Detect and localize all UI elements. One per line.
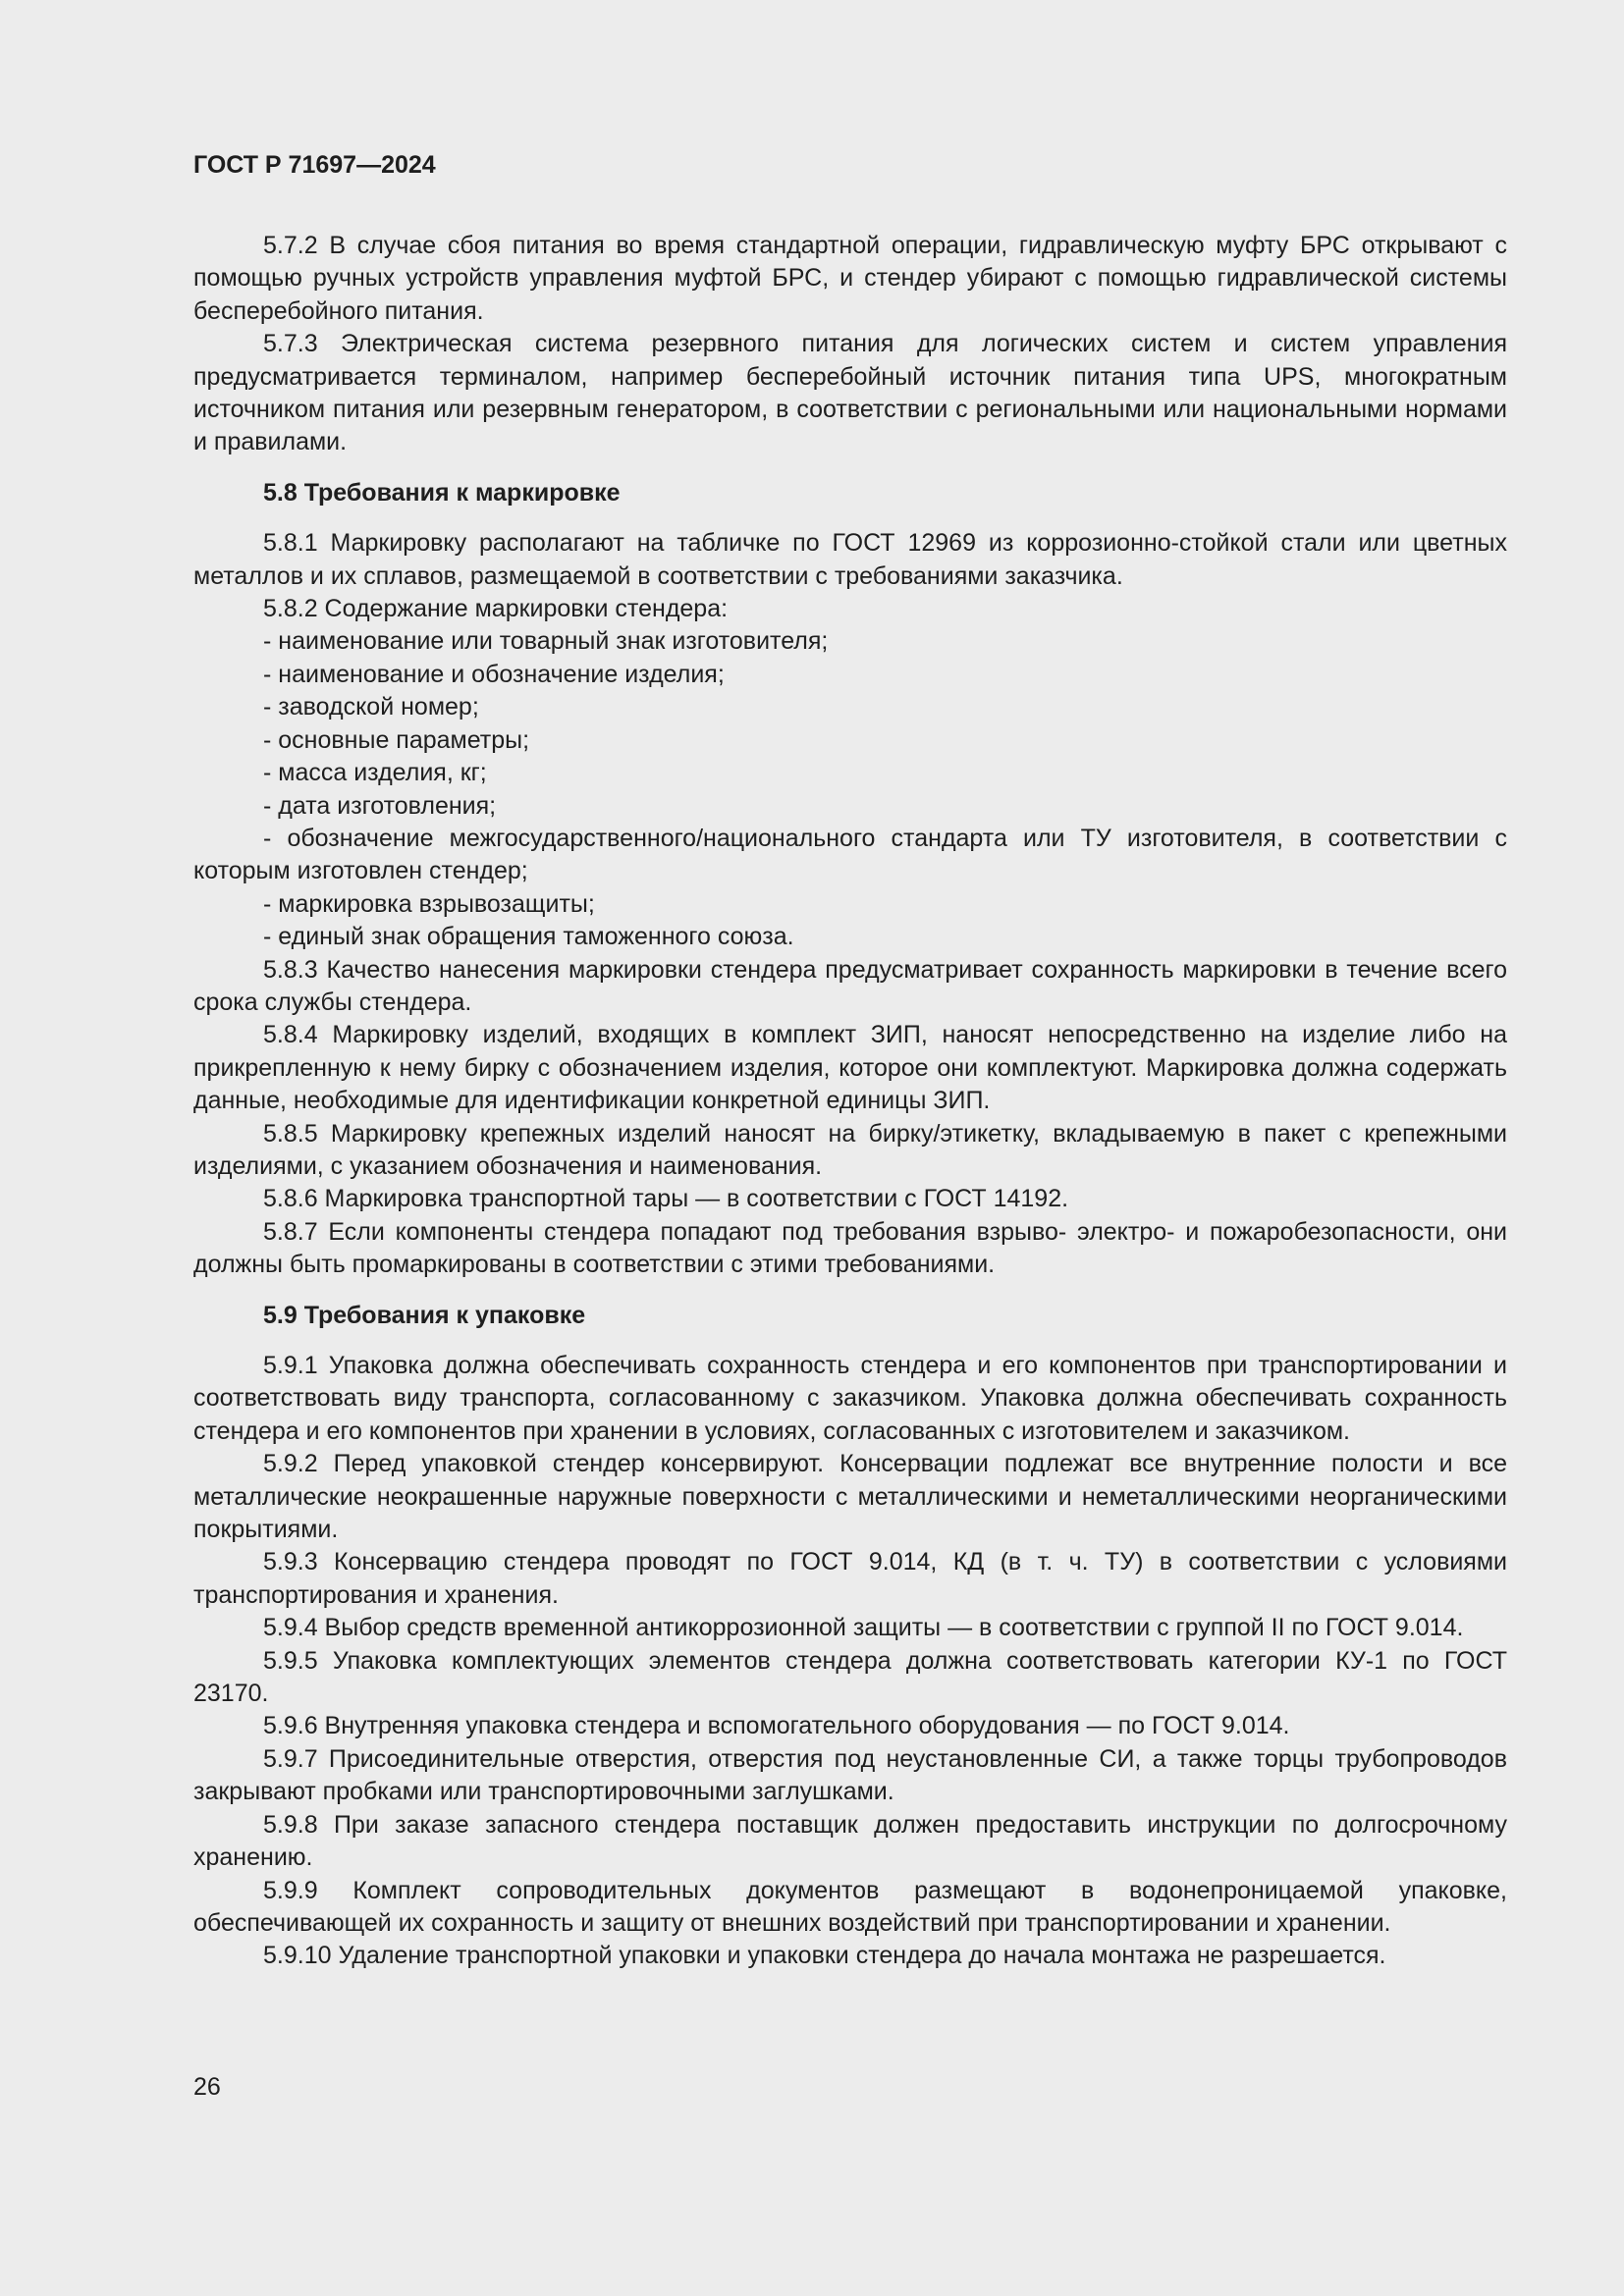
paragraph-5-8-5: 5.8.5 Маркировку крепежных изделий наносят на бирку/этикетку, вкладываемую в пакет с крепежными изделиями, с указанием обозначения и наименования. bbox=[193, 1119, 1507, 1180]
paragraph-5-8-7: 5.8.7 Если компоненты стендера попадают под требования взрыво- электро- и пожаробезопасности, они должны быть промаркированы в соответствии с этими требованиями. bbox=[193, 1217, 1507, 1279]
list-item: - основные параметры; bbox=[263, 725, 530, 754]
paragraph-5-9-2: 5.9.2 Перед упаковкой стендер консервируют. Консервации подлежат все внутренние полости и все металлические неокрашенные наружные поверхности с металлическими и неметаллическими неорганическими покрытиями. bbox=[193, 1450, 1507, 1544]
paragraph-5-7-3: 5.7.3 Электрическая система резервного питания для логических систем и систем управления предусматривается терминалом, например бесперебойный источник питания типа UPS, многократным источником питания или резервным генератором, в соответствии с региональными или национальными нормами и правилами. bbox=[193, 330, 1507, 456]
document-header-code: ГОСТ Р 71697—2024 bbox=[193, 151, 436, 179]
paragraph-5-7-2: 5.7.2 В случае сбоя питания во время стандартной операции, гидравлическую муфту БРС открывают с помощью ручных устройств управления муфтой БРС, и стендер убирают с помощью гидравлической системы бесперебойного питания. bbox=[193, 232, 1507, 325]
paragraph-5-8-2: 5.8.2 Содержание маркировки стендера: bbox=[263, 595, 729, 623]
list-item: - масса изделия, кг; bbox=[263, 759, 487, 787]
paragraph-5-9-7: 5.9.7 Присоединительные отверстия, отверстия под неустановленные СИ, а также торцы трубопроводов закрывают пробками или транспортировочными заглушками. bbox=[193, 1744, 1507, 1806]
section-heading-5-8: 5.8 Требования к маркировке bbox=[263, 478, 621, 507]
paragraph-5-9-6: 5.9.6 Внутренняя упаковка стендера и вспомогательного оборудования — по ГОСТ 9.014. bbox=[263, 1712, 1290, 1740]
paragraph-5-8-1: 5.8.1 Маркировку располагают на табличке по ГОСТ 12969 из коррозионно-стойкой стали или цветных металлов и их сплавов, размещаемой в соответствии с требованиями заказчика. bbox=[193, 529, 1507, 590]
list-item: - наименование или товарный знак изготовителя; bbox=[263, 627, 829, 656]
paragraph-5-8-4: 5.8.4 Маркировку изделий, входящих в комплект ЗИП, наносят непосредственно на изделие либо на прикрепленную к нему бирку с обозначением изделия, которое они комплектуют. Маркировка должна содержать данные, необходимые для идентификации конкретной единицы ЗИП. bbox=[193, 1021, 1507, 1115]
paragraph-5-9-1: 5.9.1 Упаковка должна обеспечивать сохранность стендера и его компонентов при транспортировании и соответствовать виду транспорта, согласованному с заказчиком. Упаковка должна обеспечивать сохранность стендера и его компонентов при хранении в условиях, согласованных с изготовителем и заказчиком. bbox=[193, 1352, 1507, 1445]
paragraph-5-9-3: 5.9.3 Консервацию стендера проводят по ГОСТ 9.014, КД (в т. ч. ТУ) в соответствии с условиями транспортирования и хранения. bbox=[193, 1548, 1507, 1609]
list-item: - дата изготовления; bbox=[263, 791, 497, 820]
list-item: - наименование и обозначение изделия; bbox=[263, 660, 725, 688]
paragraph-5-9-9: 5.9.9 Комплект сопроводительных документов размещают в водонепроницаемой упаковке, обеспечивающей их сохранность и защиту от внешних воздействий при транспортировании и хранении. bbox=[193, 1876, 1507, 1937]
list-item: - единый знак обращения таможенного союза. bbox=[263, 923, 794, 951]
list-item: - заводской номер; bbox=[263, 693, 479, 721]
paragraph-5-8-6: 5.8.6 Маркировка транспортной тары — в соответствии с ГОСТ 14192. bbox=[263, 1185, 1069, 1213]
list-item: - обозначение межгосударственного/национального стандарта или ТУ изготовителя, в соответствии с которым изготовлен стендер; bbox=[193, 824, 1507, 885]
list-item: - маркировка взрывозащиты; bbox=[263, 889, 595, 918]
page-number: 26 bbox=[193, 2073, 221, 2101]
paragraph-5-9-8: 5.9.8 При заказе запасного стендера поставщик должен предоставить инструкции по долгосрочному хранению. bbox=[193, 1810, 1507, 1872]
section-heading-5-9: 5.9 Требования к упаковке bbox=[263, 1301, 586, 1329]
paragraph-5-9-4: 5.9.4 Выбор средств временной антикоррозионной защиты — в соответствии с группой II по ГОСТ 9.014. bbox=[263, 1614, 1464, 1642]
document-page bbox=[193, 147, 1507, 1973]
paragraph-5-9-5: 5.9.5 Упаковка комплектующих элементов стендера должна соответствовать категории КУ-1 по ГОСТ 23170. bbox=[193, 1646, 1507, 1708]
paragraph-5-9-10: 5.9.10 Удаление транспортной упаковки и упаковки стендера до начала монтажа не разрешается. bbox=[263, 1942, 1386, 1970]
paragraph-5-8-3: 5.8.3 Качество нанесения маркировки стендера предусматривает сохранность маркировки в течение всего срока службы стендера. bbox=[193, 955, 1507, 1016]
